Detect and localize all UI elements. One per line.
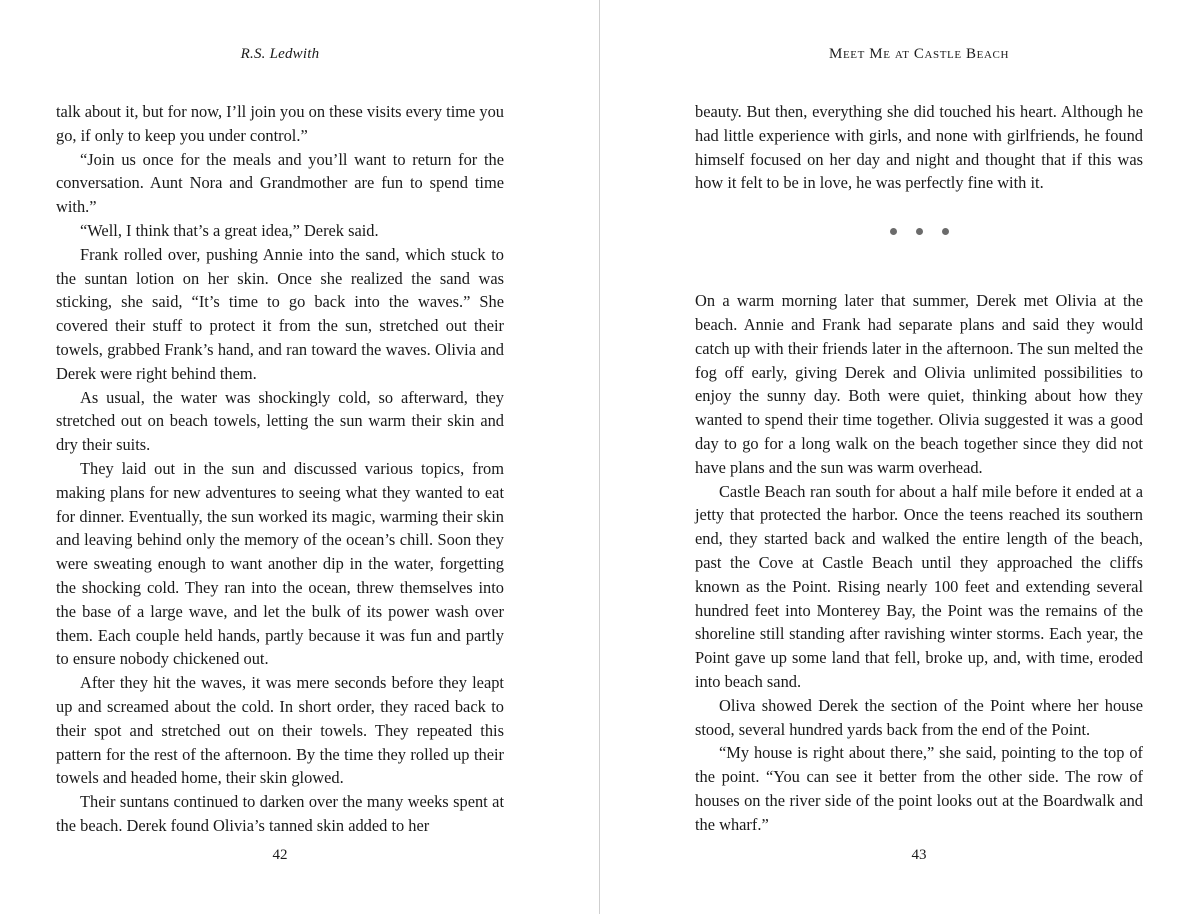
paragraph: On a warm morning later that summer, Derek met Olivia at the beach. Annie and Frank had separate plans and said they would catch up with their friends later in the afternoon. The sun melted the fog off early, giving Derek and Olivia unlimited possibilities to enjoy the sunny day. Both were quiet, thinking about how they wanted to spend their time together. Olivia suggested it was a good day to go for a long walk on the beach together since they did not have plans and the sun was warm overhead.: [695, 291, 1143, 477]
paragraph: Frank rolled over, pushing Annie into the sand, which stuck to the suntan lotion on her skin. Once she realized the sand was sticking, she said, “It’s time to go back into the waves.” She covered their stuff to protect it from the sun, stretched out their towels, grabbed Frank’s hand, and ran toward the waves. Olivia and Derek were right behind them.: [56, 244, 504, 383]
paragraph: “My house is right about there,” she said, pointing to the top of the point. “You can see it better from the other side. The row of houses on the river side of the point looks out at the Boardwalk and the wharf.”: [695, 743, 1143, 834]
running-head-title: Meet Me at Castle Beach: [829, 46, 1009, 62]
scene-break-dot: [942, 228, 949, 235]
page-gutter: [599, 0, 600, 914]
paragraph: talk about it, but for now, I’ll join you on these visits every time you go, if only to keep you under control.”: [56, 102, 504, 145]
right-page-text: [695, 100, 1143, 837]
scene-break: [695, 195, 1143, 289]
paragraph: Castle Beach ran south for about a half mile before it ended at a jetty that protected the harbor. Once the teens reached its southern end, they started back and walked the entire length of the beach, past the Cove at Castle Beach until they approached the cliffs known as the Point. Rising nearly 100 feet and extending several hundred feet into Monterey Bay, the Point was the remains of the shoreline still standing after ravishing winter storms. Each year, the Point gave up some land that fell, broke up, and, with time, eroded into beach sand.: [695, 481, 1143, 691]
page-number: 42: [272, 847, 288, 863]
scene-break-dots: [695, 228, 1143, 235]
left-page: [56, 0, 504, 914]
paragraph: Their suntans continued to darken over the many weeks spent at the beach. Derek found Olivia’s tanned skin added to her: [56, 792, 504, 835]
running-head-author: R.S. Ledwith: [240, 46, 320, 62]
paragraph: Oliva showed Derek the section of the Point where her house stood, several hundred yards back from the end of the Point.: [695, 695, 1143, 739]
scene-break-dot: [890, 228, 897, 235]
paragraph: They laid out in the sun and discussed various topics, from making plans for new adventures to seeing what they wanted to eat for dinner. Eventually, the sun worked its magic, warming their skin and leaving behind only the memory of the ocean’s chill. Soon they were sweating enough to want another dip in the water, forgetting the shocking cold. They ran into the ocean, threw themselves into the base of a large wave, and let the bulk of its power wash over them. Each couple held hands, partly because it was fun and partly to ensure nobody chickened out.: [56, 458, 504, 669]
left-page-text: [56, 100, 504, 838]
paragraph: beauty. But then, everything she did touched his heart. Although he had little experience with girls, and none with girlfriends, he found himself focused on her day and night and thought that if this was how it felt to be in love, he was perfectly fine with it.: [695, 102, 1143, 193]
paragraph: After they hit the waves, it was mere seconds before they leapt up and screamed about the cold. In short order, they raced back to their spot and stretched out on their towels. They repeated this pattern for the rest of the afternoon. By the time they rolled up their towels and headed home, their skin glowed.: [56, 673, 504, 788]
paragraph: “Well, I think that’s a great idea,” Derek said.: [80, 220, 379, 240]
paragraph: As usual, the water was shockingly cold, so afterward, they stretched out on beach towels, letting the sun warm their skin and dry their suits.: [56, 387, 504, 455]
right-page: [695, 0, 1143, 914]
paragraph: “Join us once for the meals and you’ll want to return for the conversation. Aunt Nora and Grandmother are fun to spend time with.”: [56, 149, 504, 217]
page-number: 43: [911, 847, 927, 863]
scene-break-dot: [916, 228, 923, 235]
